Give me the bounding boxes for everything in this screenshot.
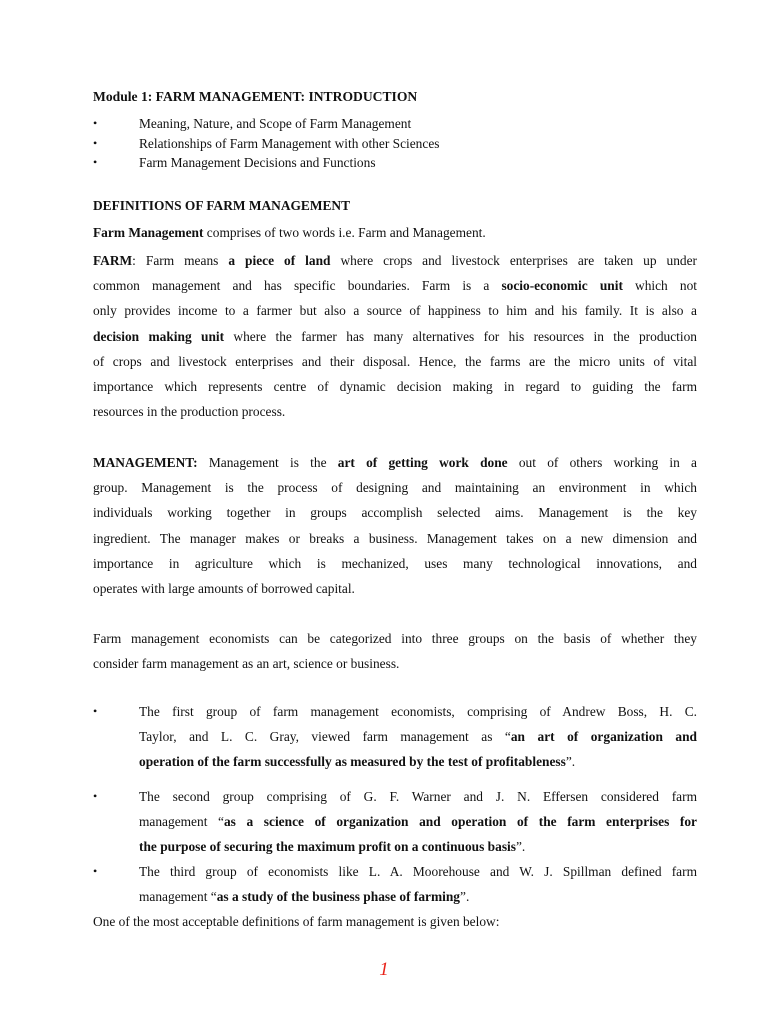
group-text <box>139 699 697 775</box>
bold-run: as a study of the business phase of farming <box>216 889 461 905</box>
paragraph-line <box>93 450 697 475</box>
paragraph-line: ingredient. The manager makes or breaks a business. Management takes on a new dimension and <box>93 530 697 546</box>
item-line <box>139 809 697 834</box>
group-text <box>139 859 697 909</box>
text-run: where the farmer has many alternatives for his resources in the production <box>224 328 697 344</box>
intro-term: Farm Management <box>93 225 204 240</box>
text-run: : Farm means <box>132 253 229 268</box>
paragraph-line: importance which represents centre of dynamic decision making in regard to guiding the farm <box>93 378 697 394</box>
bold-run: as a science of organization and operation of the farm enterprises for <box>223 813 697 829</box>
item-line <box>139 724 697 749</box>
paragraph-line: resources in the production process. <box>93 404 286 420</box>
text-run: management “ <box>139 813 224 829</box>
groups-list <box>93 699 697 910</box>
text-run: Taylor, and L. C. Gray, viewed farm management as “ <box>139 729 511 745</box>
module-title: Module 1: FARM MANAGEMENT: INTRODUCTION <box>93 89 418 104</box>
definitions-heading: DEFINITIONS OF FARM MANAGEMENT <box>93 198 351 213</box>
bullet-icon: • <box>93 155 98 169</box>
bold-run: the purpose of securing the maximum profit on a continuous basis <box>139 838 516 854</box>
group-item <box>93 699 697 775</box>
management-paragraph <box>93 450 697 601</box>
bullet-icon: • <box>93 788 98 803</box>
item-line: The second group comprising of G. F. Warner and J. N. Effersen considered farm <box>139 788 697 804</box>
bold-run: art of getting work done <box>337 455 508 470</box>
topic-list <box>93 114 713 173</box>
paragraph-line <box>93 324 697 349</box>
text-run: which not <box>622 278 697 294</box>
paragraph-line: of crops and livestock enterprises and their disposal. Hence, the farms are the micro units of vital <box>93 353 697 369</box>
bullet-icon: • <box>93 135 98 150</box>
intro-text: comprises of two words i.e. Farm and Management. <box>203 225 486 240</box>
paragraph-line: only provides income to a farmer but also a source of happiness to him and his family. It is also a <box>93 303 697 319</box>
closing-line: One of the most acceptable definitions of farm management is given below: <box>93 914 500 929</box>
intro-line <box>93 225 486 241</box>
bullet-icon: • <box>93 704 98 718</box>
item-line <box>139 884 697 909</box>
page-number: 1 <box>379 959 389 980</box>
paragraph-line: group. Management is the process of designing and maintaining an environment in which <box>93 480 697 496</box>
topic-text: Relationships of Farm Management with other Sciences <box>139 135 440 151</box>
topic-item <box>93 134 713 154</box>
item-line <box>139 834 697 859</box>
topic-text: Meaning, Nature, and Scope of Farm Management <box>139 116 412 131</box>
bullet-icon: • <box>93 864 98 879</box>
paragraph-line: operates with large amounts of borrowed capital. <box>93 580 355 596</box>
text-run: ”. <box>460 889 470 905</box>
item-line <box>139 749 697 774</box>
bold-run: socio-economic unit <box>501 278 623 294</box>
bold-run: a piece of land <box>228 253 331 268</box>
group-item <box>93 859 697 909</box>
paragraph-line: individuals working together in groups accomplish selected aims. Management is the key <box>93 505 697 521</box>
text-run: out of others working in a <box>507 455 697 470</box>
paragraph-line <box>93 273 697 298</box>
text-run: Management is the <box>197 455 338 470</box>
group-text <box>139 784 697 860</box>
farm-paragraph <box>93 248 697 424</box>
paragraph-line <box>93 248 697 273</box>
economists-paragraph <box>93 626 697 676</box>
topic-item <box>93 153 713 173</box>
topic-item <box>93 114 713 134</box>
bullet-icon: • <box>93 116 98 130</box>
management-term: MANAGEMENT: <box>93 455 198 470</box>
item-line: The first group of farm management economists, comprising of Andrew Boss, H. C. <box>139 704 697 719</box>
bold-run: operation of the farm successfully as measured by the test of profitableness <box>139 754 566 770</box>
text-run: where crops and livestock enterprises are taken up under <box>330 253 698 268</box>
paragraph-line: importance in agriculture which is mechanized, uses many technological innovations, and <box>93 555 697 571</box>
text-run: ”. <box>565 754 576 770</box>
farm-term: FARM <box>93 253 133 268</box>
paragraph-line: consider farm management as an art, science or business. <box>93 656 400 672</box>
bold-run: decision making unit <box>93 328 225 344</box>
group-item <box>93 784 697 860</box>
text-run: common management and has specific boundaries. Farm is a <box>93 278 502 294</box>
paragraph-line: Farm management economists can be categorized into three groups on the basis of whether they <box>93 631 697 646</box>
text-run: management “ <box>139 889 217 905</box>
item-line: The third group of economists like L. A. Moorehouse and W. J. Spillman defined farm <box>139 864 697 880</box>
text-run: ”. <box>515 838 526 854</box>
topic-text: Farm Management Decisions and Functions <box>139 155 376 170</box>
bold-run: an art of organization and <box>510 729 697 745</box>
